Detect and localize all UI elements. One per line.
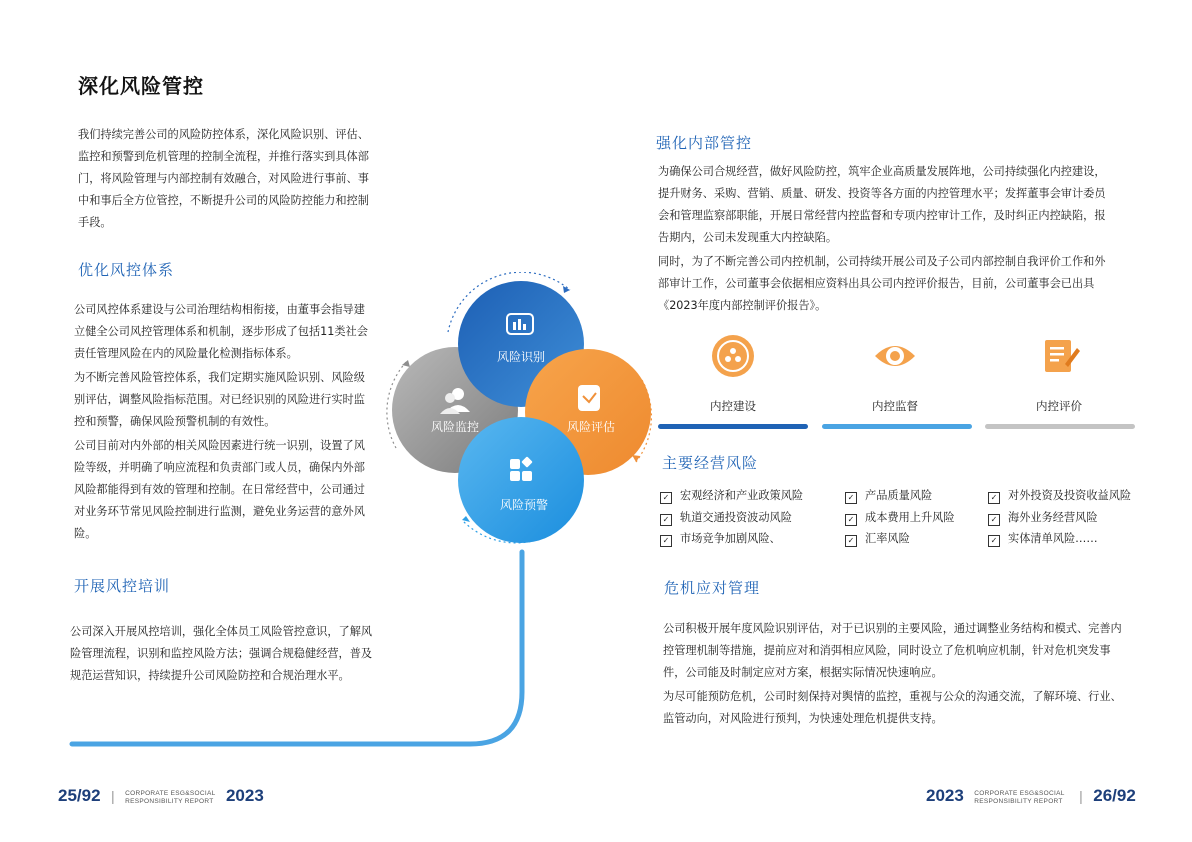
risk-item: ✓ 海外业务经营风险 — [988, 509, 1098, 525]
feature-bar-evaluate — [985, 424, 1135, 429]
feature-supervise-label: 内控监督 — [872, 399, 918, 413]
internal-p2: 同时，为了不断完善公司内控机制，公司持续开展公司及子公司内部控制自我评价工作和外部审计工作，公司董事会依据相应资料出具公司内控评价报告，目前，公司董事会已出具《2023年度内部控制评价报告》。 — [658, 255, 1106, 312]
clipboard-icon — [578, 385, 600, 411]
risk-item: ✓ 产品质量风险 — [845, 487, 932, 503]
risk-item: ✓ 对外投资及投资收益风险 — [988, 487, 1131, 503]
right-year: 2023 — [926, 786, 964, 805]
crisis-heading: 危机应对管理 — [664, 579, 761, 597]
left-year: 2023 — [225, 786, 264, 805]
cycle-identify-label: 风险识别 — [496, 350, 545, 364]
optimize-p2: 为不断完善风险管控体系，我们定期实施风险识别、风险级别评估，调整风险指标范围。对已经识别的风险进行实时监控和预警，确保风险预警机制的有效性。 — [74, 371, 365, 428]
checkbox-icon: ✓ — [845, 514, 857, 526]
checkbox-icon: ✓ — [660, 514, 672, 526]
checkbox-icon: ✓ — [660, 535, 672, 547]
crisis-p2: 为尽可能预防危机，公司时刻保持对舆情的监控，重视与公众的沟通交流，了解环境、行业、监管动向，对风险进行预判，为快速处理危机提供支持。 — [663, 690, 1122, 725]
risk-item: ✓ 实体清单风险…… — [988, 530, 1098, 546]
feature-evaluate — [984, 332, 1134, 414]
risk-item: ✓ 轨道交通投资波动风险 — [660, 509, 792, 525]
checkbox-icon: ✓ — [988, 535, 1000, 547]
feature-evaluate-label: 内控评价 — [1036, 399, 1082, 413]
right-footer — [926, 786, 1136, 806]
intro-text: 我们持续完善公司的风险防控体系，深化风险识别、评估、监控和预警到危机管理的控制全流程，并推行落实到具体部门，将风险管理与内部控制有效融合，对风险进行事前、事中和事后全方位管控，不断提升公司的风险防控能力和控制手段。 — [78, 128, 369, 229]
training-heading: 开展风控培训 — [74, 577, 171, 595]
footer-separator: | — [111, 788, 115, 804]
optimize-p3: 公司目前对内外部的相关风险因素进行统一识别，设置了风险等级，并明确了响应流程和负责部门或人员，确保内外部风险都能得到有效的管理和控制。在日常经营中，公司通过对业务环节常见风险控制进行监测，避免业务运营的意外风险。 — [74, 439, 365, 540]
crisis-p1: 公司积极开展年度风险识别评估，对于已识别的主要风险，通过调整业务结构和模式、完善内控管理机制等措施，提前应对和消弭相应风险，同时设立了危机响应机制，针对危机突发事件，公司能及时制定应对方案，根据实际情况快速响应。 — [663, 622, 1122, 679]
cycle-evaluate-label: 风险评估 — [566, 420, 615, 434]
left-footer — [58, 786, 264, 806]
risk-item: ✓ 市场竞争加剧风险、 — [660, 530, 781, 546]
risk-cycle-diagram — [380, 272, 670, 562]
feature-bar-build — [658, 424, 808, 429]
checkbox-icon: ✓ — [845, 535, 857, 547]
feature-bar-supervise — [822, 424, 972, 429]
checkbox-icon: ✓ — [988, 492, 1000, 504]
right-page-number: 26/92 — [1093, 786, 1136, 805]
feature-build-label: 内控建设 — [710, 399, 756, 413]
checkbox-icon: ✓ — [660, 492, 672, 504]
cycle-warn-label: 风险预警 — [499, 498, 548, 512]
report-name: CORPORATE ESG&SOCIAL RESPONSIBILITY REPORT — [974, 790, 1065, 805]
risk-item: ✓ 宏观经济和产业政策风险 — [660, 487, 803, 503]
optimize-heading: 优化风控体系 — [78, 261, 175, 279]
training-p1: 公司深入开展风控培训，强化全体员工风险管控意识，了解风险管理流程，识别和监控风险方法；强调合规稳健经营，普及规范运营知识，持续提升公司风险防控和合规治理水平。 — [70, 625, 373, 682]
left-page-number: 25/92 — [58, 786, 101, 805]
internal-section — [658, 161, 1114, 319]
warn-circle — [458, 417, 584, 543]
internal-heading: 强化内部管控 — [656, 134, 753, 152]
page-title: 深化风险管控 — [78, 74, 204, 98]
eye-icon — [871, 332, 919, 380]
cycle-monitor-label: 风险监控 — [430, 420, 479, 434]
crisis-section — [663, 618, 1123, 732]
feature-build — [658, 332, 808, 414]
risk-item: ✓ 汇率风险 — [845, 530, 910, 546]
footer-separator: | — [1079, 788, 1083, 804]
main-risks-heading: 主要经营风险 — [662, 454, 759, 472]
checkbox-icon: ✓ — [845, 492, 857, 504]
feature-supervise — [820, 332, 970, 414]
report-icon — [1035, 332, 1083, 380]
checkbox-icon: ✓ — [988, 514, 1000, 526]
report-name: CORPORATE ESG&SOCIAL RESPONSIBILITY REPORT — [125, 790, 216, 805]
optimize-p1: 公司风控体系建设与公司治理结构相衔接，由董事会指导建立健全公司风控管理体系和机制，逐步形成了包括11类社会责任管理风险在内的风险量化检测指标体系。 — [74, 303, 368, 360]
risk-item: ✓ 成本费用上升风险 — [845, 509, 955, 525]
internal-p1: 为确保公司合规经营，做好风险防控，筑牢企业高质量发展阵地，公司持续强化内控建设，提升财务、采购、营销、质量、研发、投资等各方面的内控管理水平；发挥董事会审计委员会和管理监察部职能，开展日常经营内控监督和专项内控审计工作，及时纠正内控缺陷，报告期内，公司未发现重大内控缺陷。 — [658, 165, 1106, 244]
hands-icon — [709, 332, 757, 380]
